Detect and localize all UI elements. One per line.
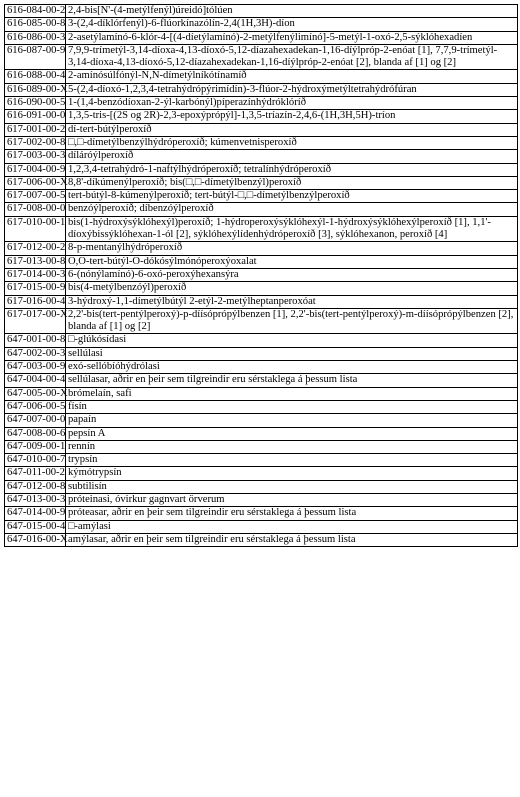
index-number-cell: 616-084-00-2 (5, 5, 66, 18)
table-row (5, 454, 518, 467)
table-row (5, 150, 518, 163)
table-row (5, 44, 518, 70)
table-row (5, 123, 518, 136)
table-row (5, 467, 518, 480)
table-row (5, 282, 518, 295)
substance-name-cell: kýmótrypsín (66, 467, 518, 480)
table-row (5, 361, 518, 374)
table-row (5, 110, 518, 123)
substance-name-cell: exó-sellóbíóhýdrólasi (66, 361, 518, 374)
table-row (5, 268, 518, 281)
table-row (5, 5, 518, 18)
substance-name-cell: 8,8'-díkúmenýlperoxíð; bis(□,□-dímetýlbenzýl)peroxíð (66, 176, 518, 189)
substance-name-cell: 2-amínósúlfónýl-N,N-dímetýlníkótínamíð (66, 70, 518, 83)
index-number-cell: 647-001-00-8 (5, 334, 66, 347)
index-number-cell: 616-090-00-5 (5, 97, 66, 110)
index-number-cell: 647-004-00-4 (5, 374, 66, 387)
substance-name-cell: tert-bútýl-8-kúmenýlperoxíð; tert-bútýl-□,□-dímetýlbenzýlperoxíð (66, 190, 518, 203)
table-row (5, 70, 518, 83)
table-body (5, 5, 518, 547)
table-row (5, 97, 518, 110)
table-row (5, 347, 518, 360)
table-row (5, 203, 518, 216)
table-row (5, 216, 518, 242)
substance-name-cell: O,O-tert-bútýl-O-dókósýlmónóperoxýoxalat (66, 255, 518, 268)
substance-name-cell: 2,4-bis[N'-(4-metýlfenýl)úreidó]tólúen (66, 5, 518, 18)
index-number-cell: 617-014-00-3 (5, 268, 66, 281)
index-number-cell: 647-012-00-8 (5, 480, 66, 493)
substance-name-cell: trypsín (66, 454, 518, 467)
substance-name-cell: 7,9,9-trímetýl-3,14-díoxa-4,13-díoxó-5,12-díazahexadekan-1,16-díýlpróp-2-enóat [1], 7,7,9-trímetýl-3,14-díoxa-4,13-díoxó-5,12-díazahexadekan-1,16-díýlpróp-2-enóat [2], blanda af [1] og [2] (66, 44, 518, 70)
substance-name-cell: □-glúkósídasi (66, 334, 518, 347)
table-row (5, 414, 518, 427)
table-row (5, 18, 518, 31)
table-row (5, 255, 518, 268)
document-page (4, 4, 518, 547)
substance-name-cell: sellúlasar, aðrir en þeir sem tilgreindir eru sérstaklega á þessum lista (66, 374, 518, 387)
substance-name-cell: bis(1-hýdroxýsýklóhexýl)peroxíð; 1-hýdroperoxýsýklóhexýl-1-hýdroxýsýklóhexýlperoxíð [1], 1,1'-díoxýbissýklóhexan-1-ól [2], sýklóhexýlídenhýdróperoxíð [3], sýklóhexanon, peroxíð [4] (66, 216, 518, 242)
table-row (5, 136, 518, 149)
table-row (5, 308, 518, 334)
index-number-cell: 617-008-00-0 (5, 203, 66, 216)
index-number-cell: 616-088-00-4 (5, 70, 66, 83)
index-number-cell: 617-007-00-5 (5, 190, 66, 203)
substance-name-cell: brómelaín, safi (66, 387, 518, 400)
substance-name-cell: 3-(2,4-díklórfenýl)-6-flúorkínazólín-2,4(1H,3H)-díon (66, 18, 518, 31)
substance-name-cell: subtilisín (66, 480, 518, 493)
table-row (5, 334, 518, 347)
table-row (5, 533, 518, 546)
table-row (5, 31, 518, 44)
index-number-cell: 647-008-00-6 (5, 427, 66, 440)
table-row (5, 520, 518, 533)
substance-name-cell: 8-p-mentanýlhýdróperoxíð (66, 242, 518, 255)
index-number-cell: 647-006-00-5 (5, 400, 66, 413)
table-row (5, 480, 518, 493)
substance-name-cell: pepsín A (66, 427, 518, 440)
substance-name-cell: benzóýlperoxíð; díbenzóýlperoxíð (66, 203, 518, 216)
index-number-cell: 617-002-00-8 (5, 136, 66, 149)
index-number-cell: 617-006-00-X (5, 176, 66, 189)
index-number-cell: 616-091-00-0 (5, 110, 66, 123)
index-number-cell: 617-010-00-1 (5, 216, 66, 242)
index-number-cell: 647-003-00-9 (5, 361, 66, 374)
substance-name-cell: bis(4-metýlbenzóýl)peroxíð (66, 282, 518, 295)
index-number-cell: 647-016-00-X (5, 533, 66, 546)
index-number-cell: 617-015-00-9 (5, 282, 66, 295)
index-number-cell: 647-005-00-X (5, 387, 66, 400)
index-number-cell: 647-010-00-7 (5, 454, 66, 467)
table-row (5, 493, 518, 506)
index-number-cell: 647-014-00-9 (5, 507, 66, 520)
substance-name-cell: amýlasar, aðrir en þeir sem tilgreindir eru sérstaklega á þessum lista (66, 533, 518, 546)
table-row (5, 507, 518, 520)
substance-name-cell: dí-tert-bútýlperoxíð (66, 123, 518, 136)
index-number-cell: 647-015-00-4 (5, 520, 66, 533)
table-row (5, 374, 518, 387)
index-number-cell: 616-089-00-X (5, 83, 66, 96)
table-row (5, 190, 518, 203)
table-row (5, 387, 518, 400)
substance-name-cell: 3-hýdroxý-1,1-dímetýlbútýl 2-etýl-2-metýlheptanperoxóat (66, 295, 518, 308)
substance-name-cell: 1,3,5-tris-[(2S og 2R)-2,3-epoxýprópýl]-1,3,5-tríazín-2,4,6-(1H,3H,5H)-tríon (66, 110, 518, 123)
index-number-cell: 647-013-00-3 (5, 493, 66, 506)
substance-name-cell: díláróýlperoxíð (66, 150, 518, 163)
table-row (5, 400, 518, 413)
substance-name-cell: 5-(2,4-díoxó-1,2,3,4-tetrahýdrópýrimídín)-3-flúor-2-hýdroxýmetýltetrahýdrófúran (66, 83, 518, 96)
substance-name-cell: próteasar, aðrir en þeir sem tilgreindir eru sérstaklega á þessum lista (66, 507, 518, 520)
table-row (5, 83, 518, 96)
index-number-cell: 617-013-00-8 (5, 255, 66, 268)
index-number-cell: 647-011-00-2 (5, 467, 66, 480)
index-number-cell: 617-012-00-2 (5, 242, 66, 255)
index-number-cell: 647-007-00-0 (5, 414, 66, 427)
index-number-cell: 616-085-00-8 (5, 18, 66, 31)
substance-name-cell: próteinasi, óvirkur gagnvart örverum (66, 493, 518, 506)
substance-name-cell: papaín (66, 414, 518, 427)
substance-name-cell: físín (66, 400, 518, 413)
table-row (5, 163, 518, 176)
substance-name-cell: □-amýlasi (66, 520, 518, 533)
table-row (5, 295, 518, 308)
substance-name-cell: 6-(nónýlamínó)-6-oxó-peroxýhexansýra (66, 268, 518, 281)
substance-name-cell: 2,2'-bis(tert-pentýlperoxý)-p-díísóprópýlbenzen [1], 2,2'-bis(tert-pentýlperoxý)-m-díísóprópýlbenzen [2], blanda af [1] og [2] (66, 308, 518, 334)
index-number-cell: 647-002-00-3 (5, 347, 66, 360)
substance-name-cell: 1-(1,4-benzódíoxan-2-ýl-karbónýl)píperazínhýdróklóríð (66, 97, 518, 110)
table-row (5, 176, 518, 189)
substance-name-cell: sellúlasi (66, 347, 518, 360)
substance-index-table (4, 4, 518, 547)
table-row (5, 427, 518, 440)
index-number-cell: 617-017-00-X (5, 308, 66, 334)
substance-name-cell: □,□-dímetýlbenzýlhýdróperoxíð; kúmenvetnisperoxíð (66, 136, 518, 149)
index-number-cell: 617-016-00-4 (5, 295, 66, 308)
index-number-cell: 616-086-00-3 (5, 31, 66, 44)
table-row (5, 242, 518, 255)
index-number-cell: 616-087-00-9 (5, 44, 66, 70)
index-number-cell: 617-003-00-3 (5, 150, 66, 163)
substance-name-cell: 1,2,3,4-tetrahýdró-1-naftýlhýdróperoxíð; tetralínhýdróperoxíð (66, 163, 518, 176)
table-row (5, 440, 518, 453)
index-number-cell: 617-004-00-9 (5, 163, 66, 176)
index-number-cell: 617-001-00-2 (5, 123, 66, 136)
substance-name-cell: 2-asetýlamínó-6-klór-4-[(4-díetýlamínó)-2-metýlfenýlimínó]-5-metýl-1-oxó-2,5-sýklóhexadíen (66, 31, 518, 44)
index-number-cell: 647-009-00-1 (5, 440, 66, 453)
substance-name-cell: rennín (66, 440, 518, 453)
